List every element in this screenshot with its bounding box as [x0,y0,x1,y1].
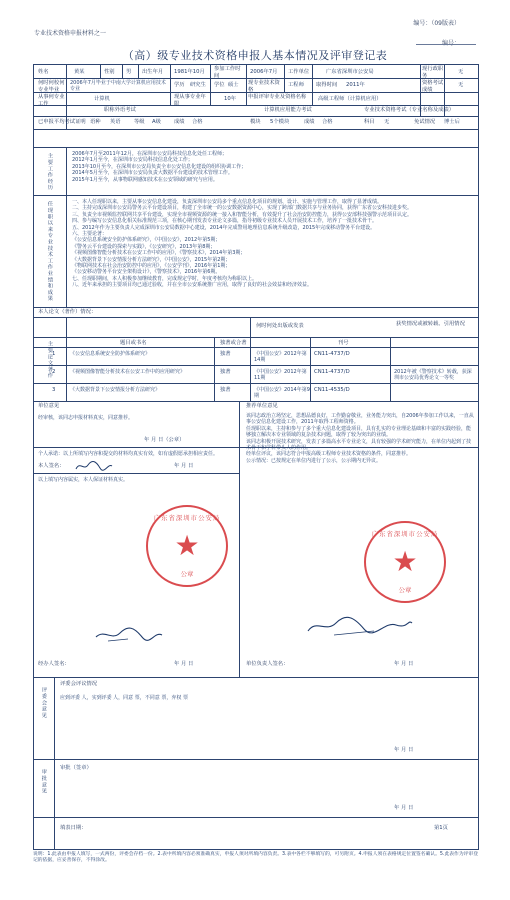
education-label: 何时何校何专业毕业 [38,80,65,93]
language-label: 语种 [90,119,101,125]
recommend-line: 经单位评议，该同志符合申报高级工程师专业技术资格的条件，同意推荐。 [246,451,412,458]
row-divider [34,677,478,678]
row-divider [34,317,478,318]
exam-score-label: 资格考试成绩 [422,80,444,93]
recommend-line: 该同志政治立场坚定，思想品德良好，工作勤奋敬业，业务能力突出，自2006年参加工作以来，一直从事公安信息化建设工作，2011年取得工程师资格。 [246,413,474,426]
personal-commitment: 个人承诺：以上所填写内容和提交的材料均真实有效，如有虚假愿承担相应责任。 [38,451,219,457]
row-divider [34,759,478,760]
degree-value: 研究生 [190,82,206,88]
degree2-label: 学位 [214,82,225,88]
official-stamp-right [364,521,446,603]
apply-label: 申报评审专业及资格名称 [248,94,307,100]
header-form-code: 编号：（09版表） [413,20,460,27]
stamp-ring-text: 广东省深圳市公安局 [153,514,221,522]
achievement-line: 四、参与编写公安信息化相关标准规范三项，在核心期刊发表专业论文多篇，指导初级专业技术人员开展技术工作，培养了一批技术骨干。 [72,218,378,225]
col-divider [250,317,251,401]
paper-title: 《大数据背景下公安情报分析方法研究》 [70,387,161,393]
name-value: 黄某 [74,69,85,75]
admin-title-value: 无 [458,69,464,75]
paper-remark: 2012年被《警察技术》转载，获深圳市公安局优秀论文一等奖 [394,369,472,382]
resume-line: 2006年7月至2011年12月，在深圳市公安局科技信息化处任工程师； [72,151,227,157]
unit-label: 工作单位 [288,69,310,75]
row-divider [34,129,478,130]
gender-label: 性别 [104,69,115,75]
resume-line: 2015年1月至今，从事物联网感知技术在公安领域的研究与应用。 [72,176,218,183]
comp-score-label: 成绩 [304,119,315,125]
col-pub-header: 何时何处出版或发表 [256,323,304,329]
col-divider [66,317,67,401]
paper-isbn: CN11-4535/D [314,387,350,393]
resume-line: 2013年10月至今，在深圳市公安局负责全市公安信息化建设的组织协调工作； [72,163,247,170]
official-stamp-left [146,505,228,587]
recommend-line: 公示情况：已按规定在单位内进行了公示，公示期内无异议。 [246,457,382,464]
recommend-date: 年 月 日 [394,661,414,667]
current-title-label: 现专业技术资格 [248,80,280,93]
row-divider [34,105,478,106]
paper-no: 3 [52,387,56,393]
lang-score-value: 合格 [192,119,203,125]
achievement-line: 《警务云平台建设的探索与实践》，《公安研究》，2013年第8期； [72,243,216,250]
gender-value: 男 [126,69,132,75]
birth-value: 1981年10月 [174,69,205,75]
row-divider [34,347,478,348]
professional-exam-heading: 专业技术资格考试（专业名称及成绩） [364,107,455,113]
personal-statement: 以上填写内容属实，本人保证材料真实。 [38,477,129,483]
form-title: （高）级专业技术资格申报人基本情况及评审登记表 [122,49,388,62]
level-value: A级 [152,119,161,125]
achievement-line: 《公安移动警务平台安全架构设计》，《警察技术》，2016年第6期。 [72,269,221,276]
paper-role: 独著 [220,351,231,357]
papers-heading: 本人论文（著作）情况： [38,309,97,315]
recommend-text [246,413,474,464]
profession-label: 从事何专业工作 [38,94,65,107]
row-divider [34,116,478,117]
col-divider [54,759,55,849]
row-divider [34,383,478,384]
recommend-line: 该同志积极开展技术研究，发表了多篇高水平专业论文，具有较强的学术研究能力，在单位内起到了技术骨干和学科带头人的作用。 [246,438,472,452]
achievement-line: 六、主要论著： [72,231,108,238]
admin-title-label: 现行政职务 [422,66,444,79]
row-divider [34,817,478,818]
col-role-header: 独著或合著 [220,340,247,346]
paper-isbn: CN11-4737/D [314,351,350,357]
degree2-value: 硕士 [228,82,239,88]
education-value: 2006年7月毕业于中南大学计算机应用技术专业 [70,80,166,93]
exam-score-value: 无 [458,82,464,88]
paper-role: 独著 [220,387,231,393]
achievement-line: 八、近年来承担的主要项目均已通过验收，并在全市公安系统推广应用，取得了良好的社会效益和经济效益。 [72,282,313,289]
paper-title: 《视频图像智能分析技术在公安工作中的应用研究》 [70,369,186,375]
birth-label: 出生年月 [142,69,164,75]
committee-date: 年 月 日 [394,747,414,753]
lang-score-label: 成绩 [174,119,185,125]
row-divider [34,337,478,338]
work-start-label: 参加工作时间 [214,66,241,79]
resume-side-label: 主要工作经历 [46,153,53,191]
unit-opinion-heading: 单位意见 [38,403,60,409]
stamp-star-icon: ★ [392,545,418,578]
personal-sign-label: 本人签名： [38,463,65,469]
achievement-line: 七、任现职期间，本人积极参加继续教育，完成规定学时，年度考核均为称职以上。 [72,275,258,282]
col-divider [310,337,311,401]
handler-label: 经办人签名： [38,661,70,667]
form-table [33,64,479,850]
achievements-list [72,199,474,289]
stamp-bottom-text: 公章 [180,570,194,578]
paper-isbn: CN11-4737/D [314,369,350,375]
row-divider [34,473,239,474]
stamp-bottom-text: 公章 [398,586,412,594]
paper-no: 2 [52,369,56,375]
committee-side-label: 评委会意见 [40,687,47,719]
header-left-note: 专业技术资格申报材料之一 [34,30,107,37]
row-divider [34,195,478,196]
prof-exam-value: 无 [384,119,390,125]
prof-exam-label: 科目 [364,119,375,125]
exempt-label: 免试情况 [414,119,436,125]
resume-line: 2012年1月至今，在深圳市公安局科技信息化处工作； [72,157,193,164]
recommender-signature-right [304,613,414,639]
approval-text: 审批（签章） [60,765,92,771]
col-divider [246,65,247,105]
col-divider [239,401,240,677]
language-exam-heading: 职称外语考试 [104,107,136,113]
fill-date-label: 填表日期： [60,825,87,831]
row-divider [34,147,478,148]
col-divider [100,65,101,78]
resume-list [72,151,472,183]
profession-value: 计算机 [94,96,110,102]
footer-notes: 说明：1.此表由申报人填写，一式两份，评委会存档一份。2.表中所填内容必须准确真实，申报人须对所填内容负责。3.表中各栏不够填写的，可另附页。4.申报人须在表格规定位置签名确认。5.此表作为评审登记的依据，应妥善保存，不得涂改。 [33,852,479,864]
name-label: 姓名 [38,69,49,75]
col-divider [210,65,211,105]
achievement-line: 一、本人任现职以来，主要从事公安信息化建设，负责深圳市公安局多个重点信息化项目的规划、设计、实施与管理工作，取得了显著成绩。 [72,199,383,205]
exempt-value: 博士后 [444,119,460,125]
language-value: 英语 [110,119,121,125]
paper-title: 《公安信息系统安全防护体系研究》 [70,351,151,357]
col-divider [54,677,55,759]
comp-score-value: 合格 [322,119,333,125]
module-value: 5个模块 [270,119,290,125]
row-divider [34,365,478,366]
personal-sign-date: 年 月 日 [174,463,194,469]
current-title-value: 工程师 [288,82,304,88]
achievement-line: 五、2012年作为主要负责人完成深圳市公安局数据中心建设，2014年完成警用地理信息系统升级改造，2015年完成移动警务平台建设。 [72,224,376,231]
achievement-line: 《视频图像智能分析技术在公安工作中的应用》，《警察技术》，2014年第3期； [72,250,246,257]
committee-vote-text: 应到评委 人，实到评委 人，同意 票，不同意 票，弃权 票 [60,695,188,701]
row-divider [34,78,478,79]
col-divider [214,337,215,401]
unit-opinion-date: 年 月 日（公章） [144,437,185,443]
achievement-line: 《物联网技术在社会治安防控中的应用》，《公安学刊》，2016年第1期； [72,263,231,270]
col-title-header: 题目或书名 [120,340,147,346]
current-title-date-value: 2011年 [346,82,365,88]
resume-line: 2014年5月至今，在深圳市公安局负责大数据平台建设的技术管理工作。 [72,170,233,177]
unit-value: 广东省深圳市公安局 [326,69,374,75]
col-divider [170,65,171,105]
col-divider [284,65,285,92]
approval-date: 年 月 日 [394,805,414,811]
paper-publication: 《中国公安》2014年第9期 [254,387,310,400]
years-label: 现从事专业年限 [174,94,206,107]
header-serial-label: 编号： [441,40,460,47]
computer-exam-heading: 计算机应用能力考试 [264,107,312,113]
approval-side-label: 审批意见 [40,769,47,795]
handler-date: 年 月 日 [174,661,194,667]
committee-members-label: 评委会评议情况 [60,681,98,687]
years-value: 10年 [224,96,237,102]
col-divider [66,147,67,307]
paper-publication: 《中国公安》2012年第14期 [254,351,307,364]
row-divider [34,401,478,402]
col-remark-header: 获奖情况或被转载、引用情况 [396,321,465,327]
col-isbn-header: 刊号 [338,340,349,346]
exam-note: 已申报平均考试证明 [38,119,86,125]
achievement-line: 《公安信息系统安全防护体系研究》，《中国公安》，2012年第5期； [72,237,221,244]
unit-opinion-text: 经审核，该同志申报材料真实，同意推荐。 [38,415,134,421]
stamp-star-icon: ★ [174,529,200,562]
personal-signature [74,459,114,473]
col-divider [122,65,123,78]
header-serial-line [416,44,476,45]
apply-value: 高级工程师（计算机应用） [318,96,382,102]
stamp-ring-text: 广东省深圳市公安局 [371,530,439,538]
module-label: 模块 [250,119,261,125]
degree-label: 学历 [174,82,185,88]
paper-publication: 《中国公安》2012年第11期 [254,369,307,382]
recommender-signature-left [94,625,164,645]
row-divider [34,307,478,308]
col-divider [390,337,391,401]
achievement-line: 三、负责全市视频监控联网共享平台建设，实现全市视频资源的统一接入和智能分析，有效提升了社会治安防控能力，获得公安部科技强警示范项目认定。 [72,211,413,218]
recommend-heading: 推荐单位意见 [246,403,278,409]
achievements-side-label: 任现职以来专业技术工作业绩和成果 [46,201,53,302]
achievement-line: 《大数据背景下公安情报分析方法研究》，《中国公安》，2015年第2期； [72,256,231,263]
current-title-date-label: 取得时间 [316,82,338,88]
work-start-value: 2006年7月 [250,69,278,75]
recommend-sign-label: 单位负责人签名： [246,661,289,667]
papers-side-label: 主要论文著作 [46,341,53,379]
col-divider [312,65,313,105]
achievement-line: 二、主持完成深圳市公安局警务云平台建设项目，构建了全市统一的公安数据资源中心，实现了跨部门数据共享与业务协同，获得广东省公安科技进步奖。 [72,205,413,212]
col-divider [138,65,139,78]
paper-no: 1 [52,351,56,357]
page-number: 第1页 [434,825,448,831]
paper-role: 独著 [220,369,231,375]
level-label: 等级 [134,119,145,125]
recommend-line: 任现职以来，主持和参与了多个重大信息化建设项目，具有扎实的专业理论基础和丰富的实践经验，能够独立解决本专业领域的复杂技术问题，取得了较为突出的业绩。 [246,425,472,439]
